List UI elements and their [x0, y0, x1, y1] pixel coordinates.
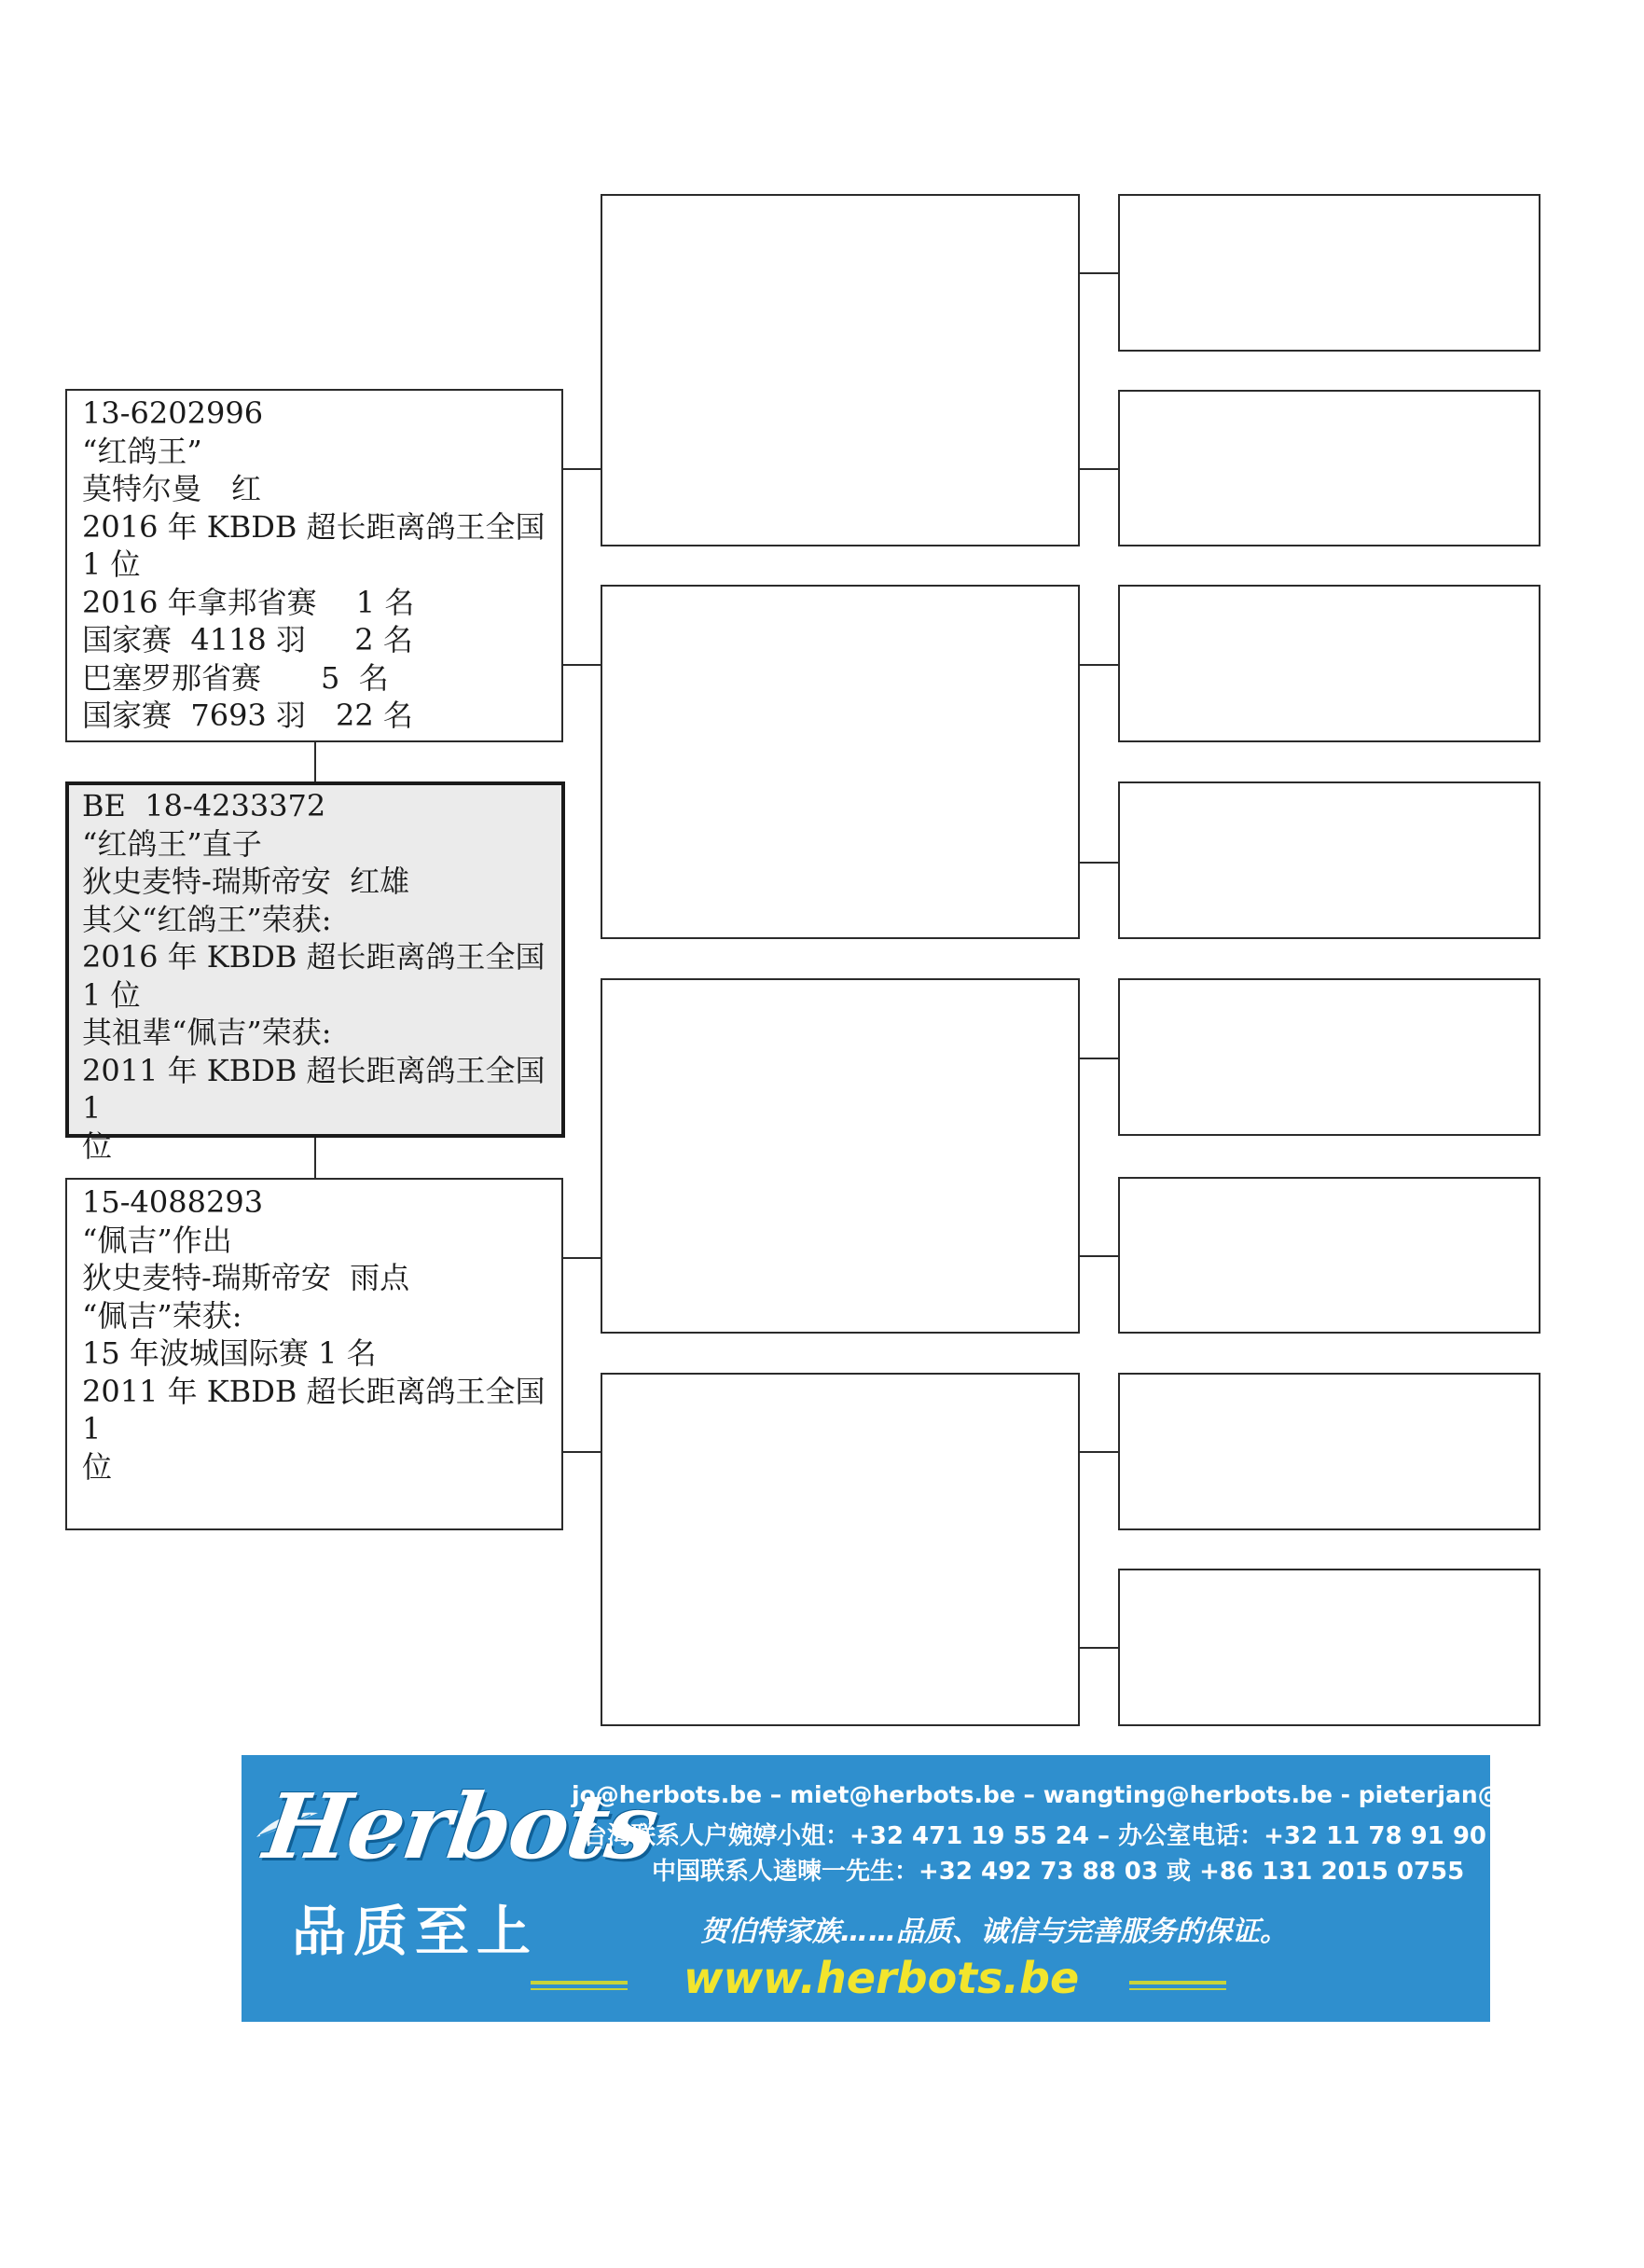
connector-sire-granddam — [563, 664, 601, 666]
website-link[interactable]: www.herbots.be — [684, 1953, 1080, 2003]
ggp-box-7 — [1118, 1373, 1540, 1530]
dam-box — [65, 1178, 563, 1530]
ggp-box-3 — [1118, 585, 1540, 742]
decorative-line-left — [531, 1981, 628, 1984]
decorative-line-right — [1129, 1981, 1226, 1984]
connector-sire-subject — [314, 742, 316, 781]
connector-g2-g3-8 — [1080, 1647, 1118, 1649]
ggp-box-5 — [1118, 978, 1540, 1136]
granddam-maternal-box — [601, 1373, 1080, 1726]
granddam-paternal-box — [601, 585, 1080, 939]
connector-g2-g3-2 — [1080, 468, 1118, 470]
ggp-box-4 — [1118, 781, 1540, 939]
connector-g2-g3-6 — [1080, 1255, 1118, 1257]
motto: 贺伯特家族……品质、诚信与完善服务的保证。 — [700, 1915, 1288, 1948]
sire-box — [65, 389, 563, 742]
connector-dam-granddam — [563, 1451, 601, 1453]
china-contact: 中国联系人逵暕一先生：+32 492 73 88 03 或 +86 131 2015 0755 — [652, 1858, 1465, 1886]
dam-text: 15-4088293 “佩吉”作出 狄史麦特-瑞斯帝安 雨点 “佩吉”荣获: 15 年波城国际赛 1 名 2011 年 KBDB 超长距离鸽王全国 1 位 — [82, 1184, 546, 1485]
subject-box — [65, 781, 565, 1164]
grandsire-paternal-box — [601, 194, 1080, 546]
slogan: 品质至上 — [292, 1900, 539, 1963]
grandsire-maternal-box — [601, 978, 1080, 1334]
ggp-box-8 — [1118, 1569, 1540, 1726]
subject-text: BE 18-4233372 “红鸽王”直子 狄史麦特-瑞斯帝安 红雄 其父“红鸽王”荣获: 2016 年 KBDB 超长距离鸽王全国 1 位 其祖辈“佩吉”荣获: 2011 年 KBDB 超长距离鸽王全国 1 位 — [82, 788, 546, 1164]
herbots-logo: Herbots — [258, 1774, 663, 1879]
decorative-line-right-thin — [1129, 1988, 1226, 1990]
connector-subject-dam — [314, 1138, 316, 1178]
taiwan-contact: 台湾联系人户婉婷小姐：+32 471 19 55 24 – 办公室电话：+32 11 78 91 90 — [583, 1822, 1486, 1850]
sire-text: 13-6202996 “红鸽王” 莫特尔曼 红 2016 年 KBDB 超长距离鸽王全国 1 位 2016 年拿邦省赛 1 名 国家赛 4118 羽 2 名 巴塞罗那省赛 5 名 国家赛 7693 羽 22 名 — [82, 395, 546, 733]
ggp-box-1 — [1118, 194, 1540, 352]
contact-emails: jo@herbots.be – miet@herbots.be – wangting@herbots.be - pieterjan@herbots.be — [572, 1781, 1644, 1808]
ggp-box-6 — [1118, 1177, 1540, 1334]
connector-g2-g3-7 — [1080, 1451, 1118, 1453]
connector-sire-grandsire — [563, 468, 601, 470]
connector-g2-g3-5 — [1080, 1058, 1118, 1059]
decorative-line-left-thin — [531, 1988, 628, 1990]
herbots-banner — [242, 1755, 1644, 2022]
connector-g2-g3-4 — [1080, 862, 1118, 864]
connector-dam-grandsire — [563, 1257, 601, 1259]
connector-g2-g3-3 — [1080, 664, 1118, 666]
ggp-box-2 — [1118, 390, 1540, 546]
connector-g2-g3-1 — [1080, 272, 1118, 274]
